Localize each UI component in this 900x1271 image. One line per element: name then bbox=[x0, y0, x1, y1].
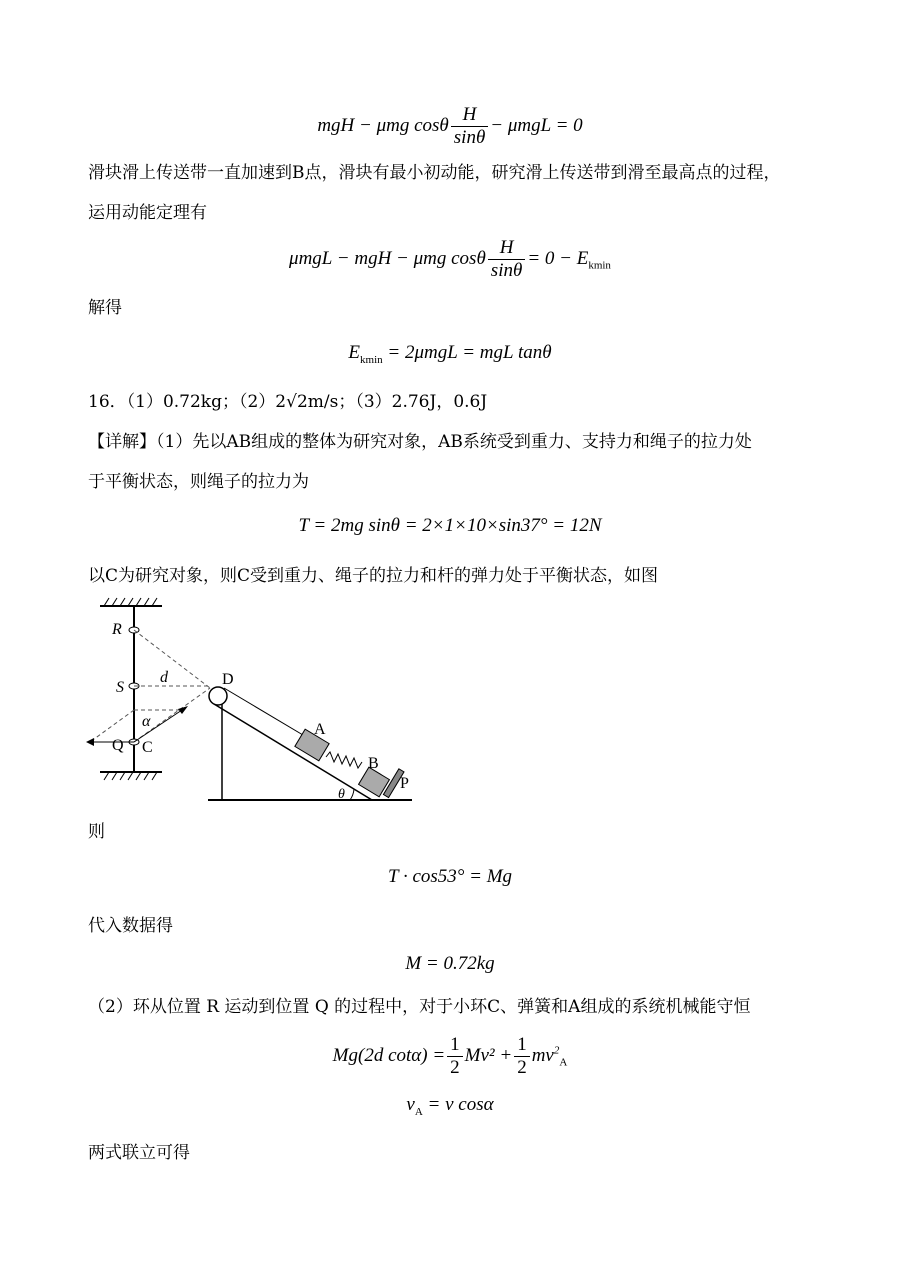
text-line-10: （2）环从位置 R 运动到位置 Q 的过程中，对于小环C、弹簧和A组成的系统机械能守恒 bbox=[88, 997, 751, 1017]
eq7-mid: Mv² + bbox=[464, 1044, 513, 1066]
eq8-sub: A bbox=[414, 1105, 423, 1118]
text-line-8: 则 bbox=[88, 822, 105, 842]
label-D: D bbox=[222, 671, 234, 688]
text-line-1: 滑块滑上传送带一直加速到B点，滑块有最小初动能，研究滑上传送带到滑至最高点的过程， bbox=[88, 163, 781, 183]
text-line-2: 运用动能定理有 bbox=[88, 203, 207, 223]
eq8-left: v bbox=[406, 1094, 415, 1115]
eq1-fraction bbox=[451, 104, 489, 149]
eq1-num: H bbox=[451, 104, 489, 127]
eq7-right: mv bbox=[531, 1044, 554, 1066]
eq8-right: = v cosα bbox=[422, 1094, 494, 1115]
equation-2 bbox=[0, 237, 900, 282]
label-Q: Q bbox=[112, 737, 124, 754]
eq2-sub: kmin bbox=[588, 259, 611, 272]
eq3-sub: kmin bbox=[360, 353, 383, 366]
label-B: B bbox=[368, 755, 379, 772]
label-C: C bbox=[142, 739, 153, 756]
eq7-left: Mg(2d cotα) = bbox=[332, 1044, 446, 1066]
physics-diagram bbox=[82, 592, 422, 814]
eq7-half-2-den: 2 bbox=[517, 1057, 527, 1078]
label-P: P bbox=[400, 775, 409, 792]
text-line-6: 于平衡状态，则绳子的拉力为 bbox=[88, 472, 309, 492]
label-alpha: α bbox=[142, 713, 151, 730]
eq7-half-1 bbox=[447, 1034, 463, 1079]
eq7-half-1-num: 1 bbox=[447, 1034, 463, 1057]
answer-line-16: 16．（1）0.72kg；（2）2√2m/s；（3）2.76J，0.6J bbox=[88, 392, 488, 412]
equation-8 bbox=[0, 1094, 900, 1118]
eq2-fraction bbox=[488, 237, 526, 282]
eq1-den: sinθ bbox=[453, 127, 486, 148]
equation-4: T = 2mg sinθ = 2×1×10×sin37° = 12N bbox=[298, 515, 602, 536]
eq2-right: = 0 − E bbox=[527, 247, 589, 269]
equation-6: M = 0.72kg bbox=[405, 953, 495, 974]
text-line-5: 【详解】（1）先以AB组成的整体为研究对象，AB系统受到重力、支持力和绳子的拉力处 bbox=[88, 432, 752, 452]
text-line-7: 以C为研究对象，则C受到重力、绳子的拉力和杆的弹力处于平衡状态，如图 bbox=[88, 566, 659, 586]
eq3-right: = 2μmgL = mgL tanθ bbox=[382, 342, 552, 363]
label-R: R bbox=[112, 621, 122, 638]
text-line-3: 解得 bbox=[88, 298, 122, 318]
label-A: A bbox=[314, 721, 326, 738]
eq2-left: μmgL − mgH − μmg cosθ bbox=[289, 247, 486, 269]
eq3-left: E bbox=[348, 342, 361, 363]
text-line-9: 代入数据得 bbox=[88, 916, 173, 936]
eq7-sup: 2 bbox=[553, 1044, 560, 1057]
eq2-den: sinθ bbox=[490, 260, 523, 281]
eq7-half-1-den: 2 bbox=[450, 1057, 460, 1078]
eq7-half-2-num: 1 bbox=[514, 1034, 530, 1057]
eq7-half-2 bbox=[514, 1034, 530, 1079]
eq1-right: − μmgL = 0 bbox=[490, 114, 583, 136]
label-S: S bbox=[116, 679, 124, 696]
label-d: d bbox=[160, 669, 168, 686]
eq1-left: mgH − μmg cosθ bbox=[317, 114, 449, 136]
equation-5: T · cos53° = Mg bbox=[387, 866, 513, 887]
equation-3 bbox=[0, 342, 900, 366]
eq2-num: H bbox=[488, 237, 526, 260]
eq7-sub: A bbox=[559, 1056, 568, 1069]
label-theta: θ bbox=[338, 787, 345, 802]
text-line-11: 两式联立可得 bbox=[88, 1143, 190, 1163]
equation-1 bbox=[0, 104, 900, 149]
equation-7 bbox=[0, 1034, 900, 1079]
